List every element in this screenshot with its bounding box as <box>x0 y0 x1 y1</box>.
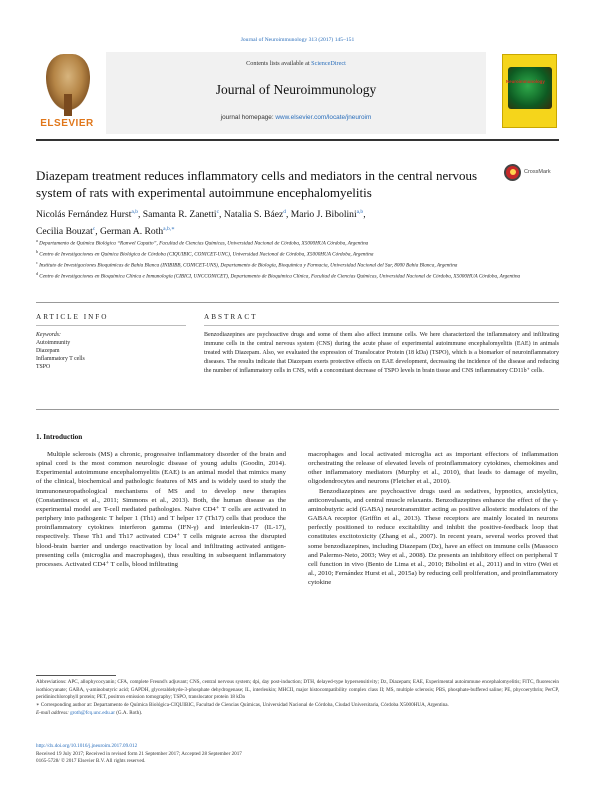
keywords-label: Keywords: <box>36 332 61 338</box>
affiliation-text: Centro de Investigaciones en Bioquímica Clínica e Inmunología (CIBICI, UNCCONICET), Departamento de Bioquímica Clínica, Facultad de Ciencias Químicas, Universidad Nacional de Córdoba, X5000HUA Córdoba, Argentina <box>39 273 521 280</box>
abstract-rule <box>204 325 559 326</box>
keyword: Autoimmunity <box>36 340 71 346</box>
author-name[interactable]: Mario J. Bibolini <box>290 209 357 221</box>
author-affil-sup[interactable]: d <box>283 209 286 215</box>
doi-link[interactable]: http://dx.doi.org/10.1016/j.jneuroim.2017.09.012 <box>36 743 138 749</box>
author-line-1: Nicolás Fernández Hurst$^{a,b}$, Samanta R. Zanetti$^c$, Natalia S. Báez$^d$, Mario J. Bibolini$^{a,b}$, <box>36 209 366 221</box>
footnote-abbreviations: Abbreviations: APC, allophycocyanin; CFA, complete Freund's adjuvant; CNS, central nervous system; dpi, day post-induction; DTH, delayed-type hypersensitivity; Dz, Diazepam; EAE, Experimental autoimmune encephalomyelitis; FITC, fluorescein isothiocyanate; GABA, γ-aminobutyric acid; GAPDH, glyceraldehyde-3-phosphate dehydrogenase; IL, interleukin; MHCII, major histocompatibility complex class II; MS, multiple sclerosis; PBS, phosphate-buffered saline; PE, phycoerythrin; PerCP, peridininchlorophyll protein; PET, positron emission tomography; TSPO, translocator protein 18 kDa <box>36 679 559 701</box>
article-meta <box>36 743 336 766</box>
email-link[interactable]: groth@fcq.unc.edu.ar <box>70 710 115 717</box>
abstract-heading: ABSTRACT <box>204 313 258 321</box>
crossmark-badge[interactable] <box>504 164 558 184</box>
keyword: TSPO <box>36 364 51 370</box>
contents-line <box>106 60 486 67</box>
keyword: Diazepam <box>36 348 60 354</box>
affiliations-divider <box>36 302 559 303</box>
body-paragraph: macrophages and local activated microglia act as important effectors of inflammation orchestrating the release of elevated levels of proinflammatory cytokines, chemokines and other inflammatory mediators (Murphy et al., 2010), that leads to damage of myelin, oligodendrocytes and neurons (Fletcher et al., 2010). <box>308 451 558 486</box>
footnote-email <box>36 710 559 718</box>
author-affil-sup[interactable]: c <box>216 209 220 215</box>
tree-trunk <box>64 94 72 116</box>
contents-prefix: Contents lists available at <box>246 60 312 67</box>
body-column-left <box>36 450 286 569</box>
author-name[interactable]: German A. Roth <box>100 226 164 238</box>
author-name[interactable]: Cecilia Bouzat <box>36 226 93 238</box>
author-affil-sup[interactable]: a,b <box>356 209 364 215</box>
cover-illustration <box>508 67 552 109</box>
author-affil-sup[interactable]: a,b,∗ <box>163 226 175 233</box>
author-name[interactable]: Nicolás Fernández Hurst <box>36 209 132 221</box>
crossmark-label: CrossMark <box>524 169 551 175</box>
sciencedirect-link[interactable]: ScienceDirect <box>311 60 346 67</box>
abstract-divider <box>36 409 559 410</box>
affiliation-sup: c <box>36 259 38 265</box>
author-affil-sup[interactable]: a,b <box>131 209 138 215</box>
email-suffix: (G.A. Roth). <box>114 710 143 717</box>
header-divider <box>36 139 559 141</box>
keywords-block <box>36 331 176 371</box>
body-column-right <box>308 450 558 587</box>
footnotes <box>36 679 559 718</box>
copyright: 0165-5728/ © 2017 Elsevier B.V. All rights reserved. <box>36 758 146 765</box>
homepage-link[interactable]: www.elsevier.com/locate/jneuroim <box>275 114 372 121</box>
author-list <box>36 205 556 239</box>
keyword: Inflammatory T cells <box>36 356 85 362</box>
affiliation-text: Instituto de Investigaciones Bioquímicas de Bahía Blanca (INIBIBB, CONICET-UNS), Departamento de Biología, Bioquímica y Farmacia, Universidad Nacional del Sur, 8000 Bahía Blanca, Argentina <box>39 262 458 269</box>
body-paragraph: Multiple sclerosis (MS) a chronic, progressive inflammatory disorder of the brain and spinal cord is the most common neurologic disease of young adults (Goodin, 2014). Experimental autoimmune encephalomyelitis (EAE) is an animal model that mimics many of the clinical, biochemical and pathologic features of MS and is widely used to study the immunoneuropathological mechanisms of MS and to develop new therapies (Constantinescu et al., 2011; Simmons et al., 2013). Both, the human disease as the experimental model are T-cell mediated pathologies. Naive CD4⁺ T cells are activated in periphery into pathogenic T helper 1 (Th1) and T helper 17 (Th17) cells that produce the proinflammatory cytokines interferon gamma (IFN-γ) and interleukin-17 (IL-17), respectively. These Th1 and Th17 activated CD4⁺ T cells migrate across the disrupted blood-brain barrier and undergo reactivation by local and infiltrating activated antigen-presenting cells (microglia and macrophages), thus resulting in subsequent inflammatory processes. Activated CD4⁺ T cells, blood infiltrating <box>36 451 286 568</box>
elsevier-logo <box>36 54 98 132</box>
journal-title: Journal of Neuroimmunology <box>215 82 377 97</box>
cover-title: Neuroimmunology <box>506 79 545 84</box>
article-info-heading: ARTICLE INFO <box>36 313 109 321</box>
homepage-line <box>106 114 486 121</box>
journal-citation-link[interactable]: Journal of Neuroimmunology 313 (2017) 145–151 <box>240 37 355 43</box>
affiliation-sup: a <box>36 238 38 243</box>
affiliation-sup: b <box>36 248 38 254</box>
crossmark-icon <box>504 164 521 181</box>
body-paragraph: Benzodiazepines are psychoactive drugs used as sedatives, hypnotics, anxiolytics, anticonvulsants, and central muscle relaxants. Benzodiazepines enhance the effect of the γ-aminobutyric acid (GABA) neurotransmitter acting as positive allosteric modulators of the GABAA receptor (Griffin et al., 2013). These receptors are mainly located in neurons perfectly positioned to reduce excitability and inhibit the positive-feedback loop that constitutes excitotoxicity (Zhang et al., 2007). In recent years, several works proved that some benzodiazepines, including Diazepam (Dz), have an effect on immune cells (Massoco and Palermo-Neto, 2003; Wey et al., 2008). Dz presents an inhibitory effect on peripheral T cell function in vivo (Bento de Lima et al., 2010; Bibolini et al., 2011) and in vitro (Wei et al., 2010; Fernández Hurst et al., 2015a) by reducing cell proliferation, and proinflammatory cytokine <box>308 487 558 587</box>
journal-banner <box>106 52 486 134</box>
homepage-prefix: journal homepage: <box>220 114 276 121</box>
affiliation <box>36 259 536 270</box>
author-line-2: Cecilia Bouzat$^c$, German A. Roth$^{a,b,∗}$ <box>36 226 175 238</box>
section-heading-introduction: 1. Introduction <box>36 433 83 441</box>
affiliation <box>36 270 536 281</box>
affiliation-sup: d <box>36 270 38 276</box>
article-info-rule <box>36 325 186 326</box>
received-dates: Received 19 July 2017; Received in revised form 21 September 2017; Accepted 28 September 2017 <box>36 750 242 757</box>
journal-cover-image <box>502 54 557 128</box>
author-name[interactable]: Natalia S. Báez <box>223 209 284 221</box>
email-label: E-mail address: <box>36 710 71 717</box>
affiliations <box>36 237 536 281</box>
affiliation-text: Centro de Investigaciones en Química Biológica de Córdoba (CIQUIBIC, CONICET-UNC), Universidad Nacional de Córdoba, X5000HUA Córdoba, Argentina <box>39 251 374 258</box>
journal-header <box>36 52 559 134</box>
affiliation-text: Departamento de Química Biológica “Ranwel Caputto”, Facultad de Ciencias Químicas, Universidad Nacional de Córdoba, X5000HUA Córdoba, Argentina <box>39 240 369 247</box>
footnote-corresponding: ∗ Corresponding author at: Departamento de Química Biológica-CIQUIBIC, Facultad de Ciencias Químicas, Universidad Nacional de Córdoba, Ciudad Universitaria, Córdoba X5000HUA, Argentina. <box>36 702 449 709</box>
author-affil-sup[interactable]: c <box>92 226 96 233</box>
affiliation <box>36 248 536 259</box>
affiliation <box>36 237 536 248</box>
author-name[interactable]: Samanta R. Zanetti <box>142 209 217 221</box>
publisher-name: ELSEVIER <box>40 118 94 129</box>
abstract-text: Benzodiazepines are psychoactive drugs and some of them also affect immune cells. We here characterized the inflammatory and infiltrating immune cells in the central nervous system (CNS) during the acute phase of experimental autoimmune encephalomyelitis (EAE) in animals treated with Diazepam. Also, we evaluated the expression of Translocator Protein (18 kDa) (TSPO), which is a biomarker of neuroinflammatory diseases. The results indicate that Diazepam exerts protective effects on EAE development, decreasing the incidence of the disease and reducing the number of inflammatory cells in CNS, with a concomitant decrease of TSPO levels in brain tissue and CNS inflammatory CD11b⁺ cells. <box>204 332 559 374</box>
footnote-divider <box>36 675 116 676</box>
article-title: Diazepam treatment reduces inflammatory cells and mediators in the central nervous system of rats with experimental autoimmune encephalomyelitis <box>36 168 478 200</box>
